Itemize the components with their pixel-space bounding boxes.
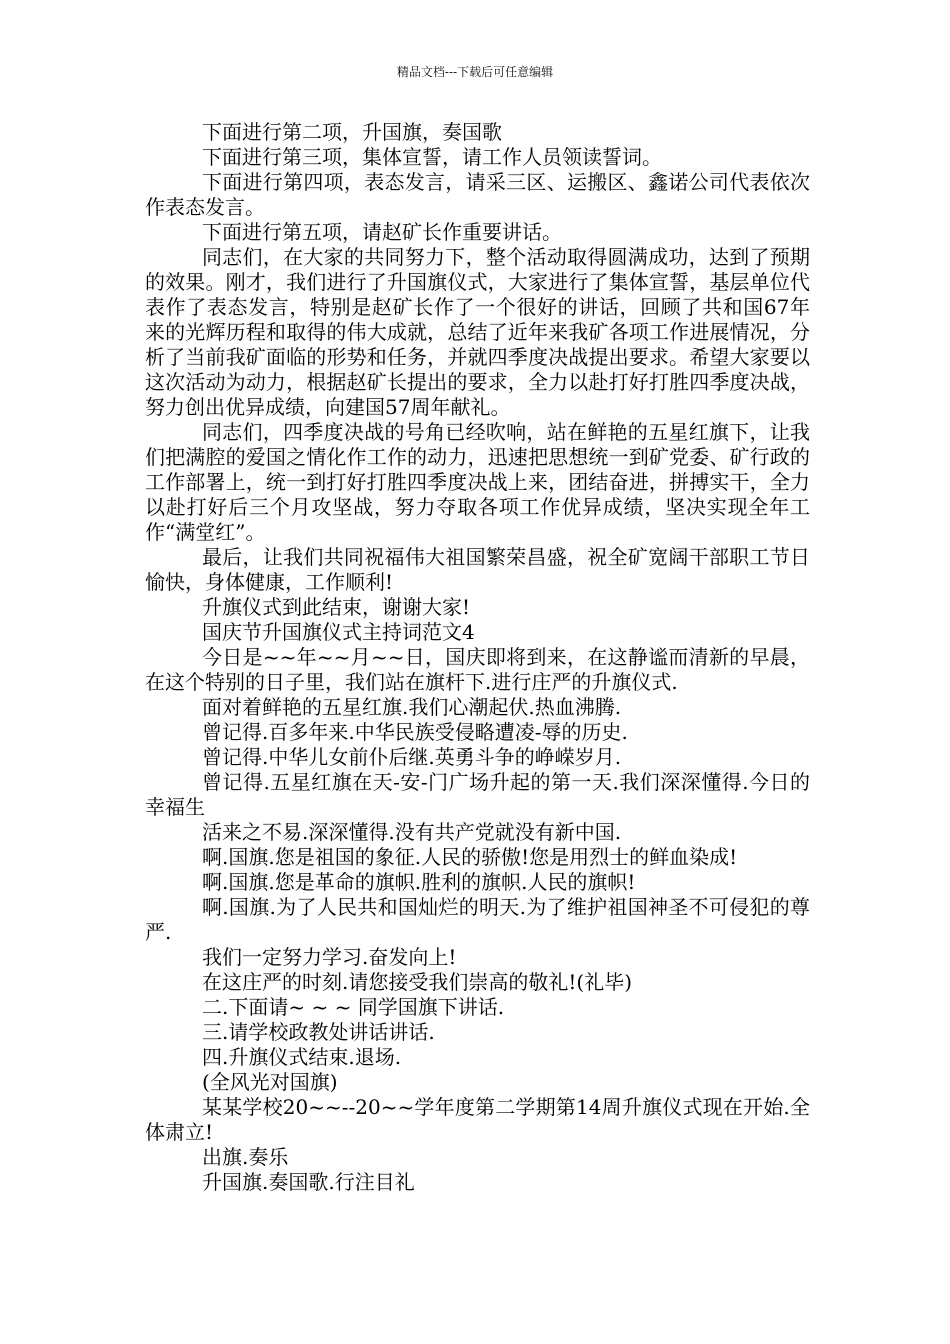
paragraph: 在这庄严的时刻.请您接受我们崇高的敬礼!(礼毕) — [202, 970, 632, 994]
paragraph: 出旗.奏乐 — [202, 1145, 289, 1169]
paragraph: 曾记得.百多年来.中华民族受侵略遭凌-辱的历史. — [202, 720, 628, 744]
paragraph: 下面进行第五项，请赵矿长作重要讲话。 — [202, 220, 562, 244]
paragraph: 我们一定努力学习.奋发向上! — [202, 945, 457, 969]
section-title: 国庆节升国旗仪式主持词范文4 — [202, 620, 475, 644]
paragraph: 同志们，在大家的共同努力下，整个活动取得圆满成功，达到了预期的效果。刚才，我们进行了升国旗仪式，大家进行了集体宣誓，基层单位代表作了表态发言，特别是赵矿长作了一个很好的讲话，回顾了共和国67年来的光辉历程和取得的伟大成就，总结了近年来我矿各项工作进展情况，分析了当前我矿面临的形势和任务，并就四季度决战提出要求。希望大家要以这次活动为动力，根据赵矿长提出的要求，全力以赴打好打胜四季度决战，努力创出优异成绩，向建国57周年献礼。 — [145, 245, 810, 419]
paragraph: 升旗仪式到此结束，谢谢大家! — [202, 595, 471, 619]
paragraph: 活来之不易.深深懂得.没有共产党就没有新中国. — [202, 820, 622, 844]
paragraph: 最后，让我们共同祝福伟大祖国繁荣昌盛，祝全矿宽阔干部职工节日愉快，身体健康，工作顺利! — [145, 545, 810, 594]
paragraph: 啊.国旗.为了人民共和国灿烂的明天.为了维护祖国神圣不可侵犯的尊严. — [145, 895, 810, 944]
paragraph: 面对着鲜艳的五星红旗.我们心潮起伏.热血沸腾. — [202, 695, 622, 719]
paragraph: 下面进行第四项，表态发言，请采三区、运搬区、鑫诺公司代表依次作表态发言。 — [145, 170, 810, 219]
page-header: 精品文档---下载后可任意编辑 — [396, 65, 554, 79]
paragraph: 啊.国旗.您是革命的旗帜.胜利的旗帜.人民的旗帜! — [202, 870, 636, 894]
paragraph: 三.请学校政教处讲话讲话. — [202, 1020, 435, 1044]
paragraph: 四.升旗仪式结束.退场. — [202, 1045, 402, 1069]
paragraph: 某某学校20~~--20~~学年度第二学期第14周升旗仪式现在开始.全体肃立! — [145, 1095, 810, 1144]
paragraph: 曾记得.五星红旗在天-安-门广场升起的第一天.我们深深懂得.今日的幸福生 — [145, 770, 810, 819]
paragraph: 下面进行第二项，升国旗，奏国歌 — [202, 120, 502, 144]
paragraph: 今日是~~年~~月~~日，国庆即将到来，在这静谧而清新的早晨，在这个特别的日子里，我们站在旗杆下.进行庄严的升旗仪式. — [145, 645, 810, 694]
paragraph: 二.下面请~ ~ ~ 同学国旗下讲话. — [202, 995, 505, 1019]
paragraph: 下面进行第三项，集体宣誓，请工作人员领读誓词。 — [202, 145, 662, 169]
paragraph: 升国旗.奏国歌.行注目礼 — [202, 1170, 415, 1194]
paragraph: (全风光对国旗) — [202, 1070, 338, 1094]
paragraph: 啊.国旗.您是祖国的象征.人民的骄傲!您是用烈士的鲜血染成! — [202, 845, 738, 869]
document-body — [145, 120, 810, 1195]
paragraph: 同志们，四季度决战的号角已经吹响，站在鲜艳的五星红旗下，让我们把满腔的爱国之情化作工作的动力，迅速把思想统一到矿党委、矿行政的工作部署上，统一到打好打胜四季度决战上来，团结奋进，拼搏实干，全力以赴打好后三个月攻坚战，努力夺取各项工作优异成绩，坚决实现全年工作“满堂红”。 — [145, 420, 810, 544]
paragraph: 曾记得.中华儿女前仆后继.英勇斗争的峥嵘岁月. — [202, 745, 622, 769]
